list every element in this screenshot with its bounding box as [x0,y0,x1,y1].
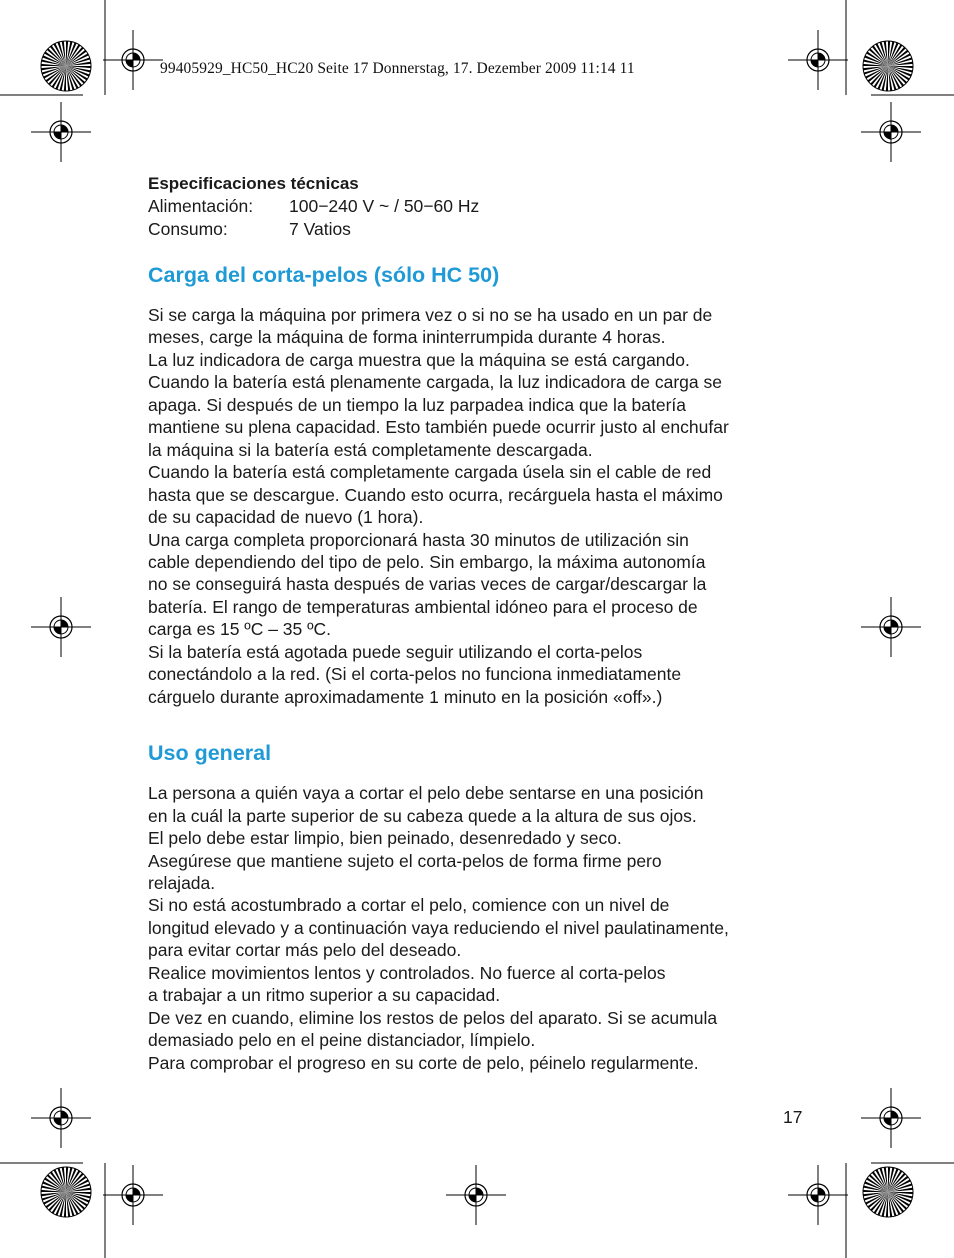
text-line: la máquina si la batería está completamente descargada. [148,439,593,460]
text-line: Si se carga la máquina por primera vez o si no se ha usado en un par de [148,305,713,325]
text-line: batería. El rango de temperaturas ambiental idóneo para el proceso de [148,596,698,617]
spec-label: Consumo: [148,218,228,239]
spec-value: 100−240 V ~ / 50−60 Hz [289,196,480,216]
text-line: El pelo debe estar limpio, bien peinado, desenredado y seco. [148,828,622,849]
text-line: hasta que se descargue. Cuando esto ocurra, recárguela hasta el máximo [148,484,723,505]
spec-value: 7 Vatios [289,218,351,239]
text-line: Cuando la batería está completamente cargada úsela sin el cable de red [148,462,712,483]
section-body-carga [148,304,816,708]
text-line: Si la batería está agotada puede seguir utilizando el corta-pelos [148,641,643,662]
page-number: 17 [783,1107,803,1127]
text-line: La luz indicadora de carga muestra que la máquina se está cargando. [148,349,690,370]
spec-row [148,195,816,218]
text-line: cárguelo durante aproximadamente 1 minuto en la posición «off».) [148,686,663,707]
text-line: De vez en cuando, elimine los restos de pelos del aparato. Si se acumula [148,1007,718,1028]
print-slug: 99405929_HC50_HC20 Seite 17 Donnerstag, 17. Dezember 2009 11:14 11 [160,60,635,77]
text-line: de su capacidad de nuevo (1 hora). [148,507,424,528]
section-heading-uso-general: Uso general [148,741,272,766]
text-line: en la cuál la parte superior de su cabeza quede a la altura de sus ojos. [148,805,697,826]
spec-label: Alimentación: [148,196,254,216]
text-line: La persona a quién vaya a cortar el pelo debe sentarse en una posición [148,783,704,804]
text-line: apaga. Si después de un tiempo la luz parpadea indica que la batería [148,394,687,415]
text-line: Cuando la batería está plenamente cargada, la luz indicadora de carga se [148,372,722,393]
text-line: Realice movimientos lentos y controlados. No fuerce al corta-pelos [148,962,666,983]
spec-row [148,218,816,241]
text-line: Asegúrese que mantiene sujeto el corta-pelos de forma firme pero [148,850,662,871]
text-line: a trabajar a un ritmo superior a su capacidad. [148,985,501,1006]
text-line: relajada. [148,872,216,893]
section-heading-carga: Carga del corta-pelos (sólo HC 50) [148,263,500,287]
specs-title: Especificaciones técnicas [148,174,359,193]
text-line: para evitar cortar más pelo del deseado. [148,940,462,961]
text-line: Una carga completa proporcionará hasta 30 minutos de utilización sin [148,529,689,550]
page-content [148,173,816,1074]
text-line: demasiado pelo en el peine distanciador, límpielo. [148,1030,536,1051]
text-line: meses, carge la máquina de forma ininterrumpida durante 4 horas. [148,327,666,348]
text-line: conectándolo a la red. (Si el corta-pelos no funciona inmediatamente [148,664,682,685]
text-line: cable dependiendo del tipo de pelo. Sin embargo, la máxima autonomía [148,551,706,572]
text-line: Si no está acostumbrado a cortar el pelo, comience con un nivel de [148,895,670,916]
section-body-uso-general [148,782,816,1074]
text-line: mantiene su plena capacidad. Esto también puede ocurrir justo al enchufar [148,417,729,438]
text-line: longitud elevado y a continuación vaya reduciendo el nivel paulatinamente, [148,917,729,938]
text-line: no se conseguirá hasta después de varias veces de cargar/descargar la [148,574,707,595]
text-line: carga es 15 ºC – 35 ºC. [148,619,332,640]
text-line: Para comprobar el progreso en su corte de pelo, péinelo regularmente. [148,1052,699,1073]
